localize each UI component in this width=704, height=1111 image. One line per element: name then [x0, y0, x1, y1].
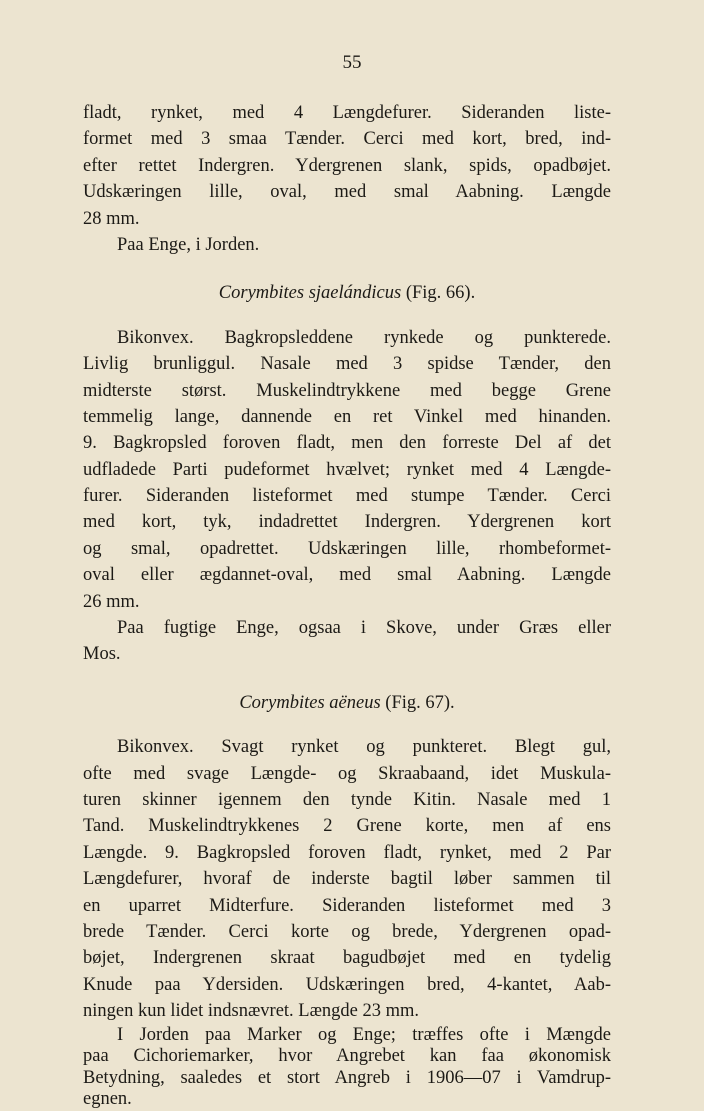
text-line: en uparret Midterfure. Sideranden listeformet med 3	[83, 895, 611, 916]
text-line: fladt, rynket, med 4 Længdefurer. Sideranden liste-	[83, 103, 611, 123]
paragraph-1	[83, 100, 611, 258]
text-line: 9. Bagkropsled foroven fladt, men den forreste Del af det	[83, 433, 611, 454]
text-line: udfladede Parti pudeformet hvælvet; rynket med 4 Længde-	[83, 459, 611, 480]
habitat-line: Paa fugtige Enge, ogsaa i Skove, under Græs eller	[117, 618, 611, 639]
text-line: oval eller ægdannet-oval, med smal Aabning. Længde	[83, 565, 611, 586]
text-line: med kort, tyk, indadrettet Indergren. Ydergrenen kort	[83, 512, 611, 533]
paragraph-2	[83, 325, 611, 668]
text-line: Knude paa Ydersiden. Udskæringen bred, 4-kantet, Aab-	[83, 974, 611, 995]
text-line: egnen.	[83, 1089, 132, 1109]
paragraph-3	[83, 734, 611, 1024]
species-heading-67	[83, 690, 611, 716]
text-line: furer. Sideranden listeformet med stumpe Tænder. Cerci	[83, 486, 611, 507]
text-line: I Jorden paa Marker og Enge; træffes ofte i Mængde	[117, 1024, 611, 1045]
text-line: ningen kun lidet indsnævret. Længde 23 mm.	[83, 1001, 420, 1022]
text-line: Længdefurer, hvoraf de inderste bagtil løber sammen til	[83, 869, 611, 890]
text-line: Bikonvex. Bagkropsleddene rynkede og punkterede.	[117, 327, 611, 348]
text-line: Betydning, saaledes et stort Angreb i 1906—07 i Vamdrup-	[83, 1067, 611, 1088]
species-name: Corymbites aëneus	[239, 692, 381, 713]
page-body	[83, 100, 611, 1111]
text-line: formet med 3 smaa Tænder. Cerci med kort, bred, ind-	[83, 129, 611, 150]
text-line: bøjet, Indergrenen skraat bagudbøjet med en tydelig	[83, 948, 611, 969]
text-line: brede Tænder. Cerci korte og brede, Ydergrenen opad-	[83, 921, 611, 942]
text-line: og smal, opadrettet. Udskæringen lille, rhombeformet-	[83, 538, 611, 559]
species-heading-66	[83, 280, 611, 306]
species-name: Corymbites sjaelándicus	[218, 283, 402, 304]
text-line: Bikonvex. Svagt rynket og punkteret. Blegt gul,	[117, 737, 611, 758]
figure-reference: (Fig. 66).	[405, 283, 476, 304]
text-line: Udskæringen lille, oval, med smal Aabning. Længde	[83, 182, 611, 203]
text-line: 26 mm.	[83, 591, 140, 612]
text-line: efter rettet Indergren. Ydergrenen slank, spids, opadbøjet.	[83, 155, 611, 176]
text-line: temmelig lange, dannende en ret Vinkel med hinanden.	[83, 406, 611, 427]
text-line: turen skinner igennem den tynde Kitin. Nasale med 1	[83, 789, 611, 810]
habitat-line: Paa Enge, i Jorden.	[117, 234, 260, 255]
paragraph-4	[83, 1025, 611, 1111]
page-number: 55	[342, 52, 362, 73]
text-line: 28 mm.	[83, 208, 140, 229]
text-line: Længde. 9. Bagkropsled foroven fladt, rynket, med 2 Par	[83, 842, 611, 863]
text-line: ofte med svage Længde- og Skraabaand, idet Muskula-	[83, 763, 611, 784]
habitat-line: Mos.	[83, 644, 121, 665]
text-line: Livlig brunliggul. Nasale med 3 spidse Tænder, den	[83, 354, 611, 375]
text-line: Tand. Muskelindtrykkenes 2 Grene korte, men af ens	[83, 816, 611, 837]
figure-reference: (Fig. 67).	[385, 692, 455, 713]
text-line: paa Cichoriemarker, hvor Angrebet kan faa økonomisk	[83, 1046, 611, 1066]
text-line: midterste størst. Muskelindtrykkene med begge Grene	[83, 380, 611, 401]
